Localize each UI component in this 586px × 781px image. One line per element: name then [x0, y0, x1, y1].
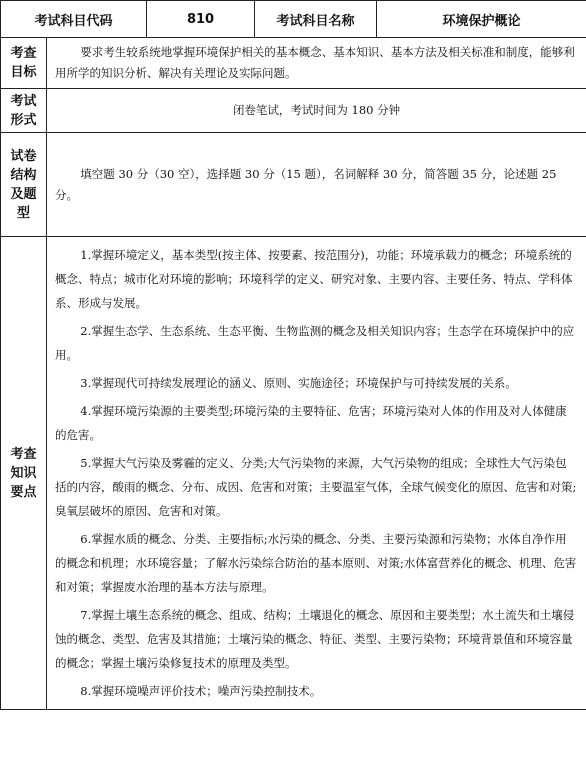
form-text-cell: [47, 89, 586, 133]
knowledge-row: [1, 237, 586, 710]
goal-row: [1, 38, 586, 89]
goal-text-cell: [47, 38, 586, 89]
knowledge-item: 3.掌握现代可持续发展理论的涵义、原则、实施途径；环境保护与可持续发展的关系。: [80, 376, 517, 390]
form-label: 考试 形式: [1, 89, 47, 133]
structure-row: [1, 133, 586, 237]
structure-text-cell: [47, 133, 586, 237]
subject-name-label: 考试科目名称: [255, 1, 377, 38]
knowledge-item: 6.掌握水质的概念、分类、主要指标;水污染的概念、分类、主要污染源和污染物；水体自净作用的概念和机理；水环境容量；了解水污染综合防治的基本原则、对策;水体富营养化的概念、机理、危害和对策；掌握废水治理的基本方法与原理。: [55, 532, 577, 594]
structure-text: 填空题 30 分（30 空），选择题 30 分（15 题），名词解释 30 分，简答题 35 分，论述题 25 分。: [55, 166, 557, 202]
form-row: [1, 89, 586, 133]
goal-text: 要求考生较系统地掌握环境保护相关的基本概念、基本知识、基本方法及相关标准和制度，能够利用所学的知识分析、解决有关理论及实际问题。: [55, 45, 575, 80]
knowledge-item: 5.掌握大气污染及雾霾的定义、分类;大气污染物的来源，大气污染物的组成；全球性大气污染包括的内容，酸雨的概念、分布、成因、危害和对策；主要温室气体，全球气候变化的原因、危害和对策;臭氧层破坏的原因、危害和对策。: [55, 456, 577, 518]
knowledge-item: 8.掌握环境噪声评价技术；噪声污染控制技术。: [80, 684, 322, 698]
knowledge-item: 7.掌握土壤生态系统的概念、组成、结构；土壤退化的概念、原因和主要类型；水土流失和土壤侵蚀的概念、类型、危害及其措施；土壤污染的概念、特征、类型、主要污染物；环境背景值和环境容量的概念；掌握土壤污染修复技术的原理及类型。: [55, 608, 575, 670]
header-row: [1, 1, 586, 38]
knowledge-item: 1.掌握环境定义，基本类型(按主体、按要素、按范围分)，功能；环境承载力的概念；环境系统的概念、特点；城市化对环境的影响；环境科学的定义、研究对象、主要内容、主要任务、特点、学科体系、形成与发展。: [55, 248, 573, 310]
structure-label: 试卷 结构 及题 型: [1, 133, 47, 237]
knowledge-text-cell: [47, 237, 586, 710]
subject-code-label: 考试科目代码: [1, 1, 147, 38]
goal-label: 考查 目标: [1, 38, 47, 89]
form-text: 闭卷笔试，考试时间为 180 分钟: [232, 103, 401, 117]
knowledge-item: 4.掌握环境污染源的主要类型;环境污染的主要特征、危害；环境污染对人体的作用及对人体健康的危害。: [55, 404, 567, 442]
subject-name-value: 环境保护概论: [377, 1, 586, 38]
subject-code-value: 810: [147, 1, 255, 38]
knowledge-item: 2.掌握生态学、生态系统、生态平衡、生物监测的概念及相关知识内容；生态学在环境保护中的应用。: [55, 324, 575, 362]
knowledge-label: 考查 知识 要点: [1, 237, 47, 710]
